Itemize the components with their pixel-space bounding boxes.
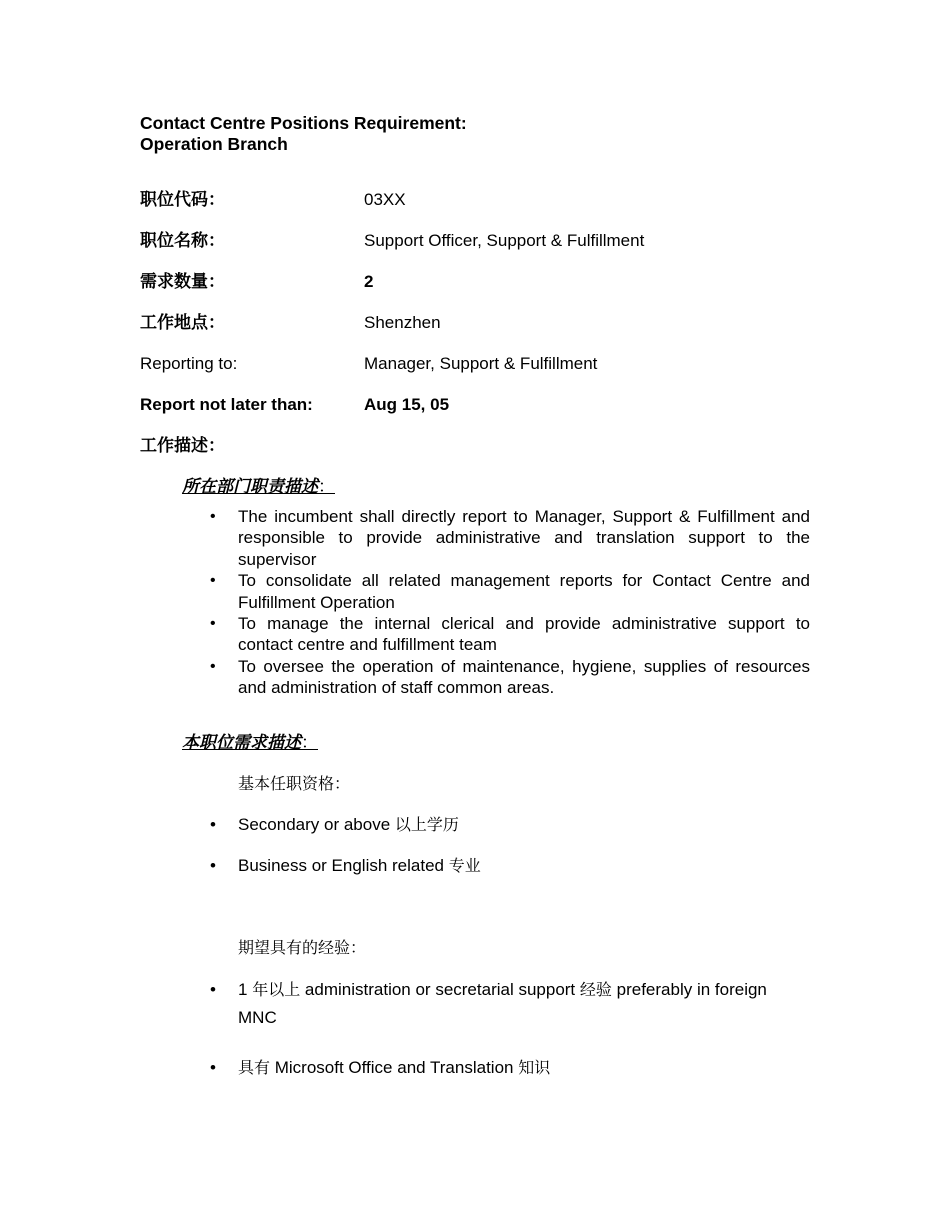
list-item-text: The incumbent shall directly report to Manager, Support & Fulfillment and responsible to provide administrative and translation support to the supervisor [238, 507, 810, 569]
bullet-icon: • [210, 615, 216, 633]
field-position-code [140, 189, 840, 211]
list-item-text: To oversee the operation of maintenance, hygiene, supplies of resources and administration of staff common areas. [238, 656, 810, 698]
field-label: 职位名称： [140, 231, 225, 250]
list-item-text [238, 855, 798, 877]
field-label: 职位代码： [140, 190, 225, 209]
req-heading-text: 本职位需求描述 [182, 733, 301, 752]
field-report-deadline [140, 394, 840, 416]
page-title [140, 113, 467, 155]
field-label: 工作地点： [140, 313, 225, 332]
text-en: preferably in foreign MNC [238, 980, 767, 1027]
bullet-icon: • [210, 657, 216, 675]
list-item [210, 570, 810, 613]
field-job-description [140, 435, 840, 457]
field-value: Shenzhen [364, 313, 441, 332]
field-label: 工作描述： [140, 436, 225, 455]
text-cn: 专业 [448, 856, 481, 875]
req-section-heading [182, 732, 318, 754]
field-location [140, 312, 840, 334]
text-en: Microsoft Office and Translation [270, 1058, 519, 1077]
list-item-text: To consolidate all related management reports for Contact Centre and Fulfillment Operation [238, 571, 810, 612]
req-heading-colon: ： [301, 733, 318, 752]
field-value: 03XX [364, 190, 406, 209]
dept-heading-text: 所在部门职责描述 [182, 477, 318, 496]
field-label: Reporting to: [140, 354, 238, 373]
bullet-icon: • [210, 815, 216, 834]
field-position-name [140, 230, 840, 252]
list-item [210, 656, 810, 699]
text-en: 1 [238, 980, 253, 999]
text-en: Business or English related [238, 856, 449, 875]
list-item [210, 506, 810, 570]
bullet-icon: • [210, 856, 216, 875]
title-line-1: Contact Centre Positions Requirement: [140, 113, 467, 133]
field-value: Support Officer, Support & Fulfillment [364, 231, 645, 250]
list-item-text [238, 1057, 798, 1079]
text-en: administration or secretarial support [300, 980, 580, 999]
dept-heading-colon: ： [318, 477, 335, 496]
text-cn: 具有 [238, 1058, 271, 1077]
list-item [210, 613, 810, 656]
dept-bullet-list [210, 506, 810, 699]
field-reporting-to [140, 353, 840, 375]
text-cn: 知识 [518, 1058, 551, 1077]
expected-experience-label: 期望具有的经验： [238, 938, 367, 957]
list-item-text [238, 814, 798, 836]
dept-section-heading [182, 476, 335, 498]
text-en: Secondary or above [238, 815, 395, 834]
list-item-text: To manage the internal clerical and provide administrative support to contact centre and fulfillment team [238, 614, 810, 655]
bullet-icon: • [210, 1058, 216, 1077]
text-cn: 经验 [579, 980, 612, 999]
text-cn: 年以上 [252, 980, 301, 999]
basic-qualifications-label: 基本任职资格： [238, 774, 351, 793]
title-line-2: Operation Branch [140, 134, 288, 154]
field-quantity [140, 271, 840, 293]
bullet-icon: • [210, 572, 216, 590]
text-cn: 以上学历 [394, 815, 459, 834]
list-item-text [238, 976, 798, 1032]
bullet-icon: • [210, 980, 216, 999]
field-label: Report not later than: [140, 395, 313, 414]
field-value: Manager, Support & Fulfillment [364, 354, 598, 373]
field-value: Aug 15, 05 [364, 395, 450, 414]
field-label: 需求数量： [140, 272, 225, 291]
bullet-icon: • [210, 508, 216, 525]
field-value: 2 [364, 272, 374, 291]
